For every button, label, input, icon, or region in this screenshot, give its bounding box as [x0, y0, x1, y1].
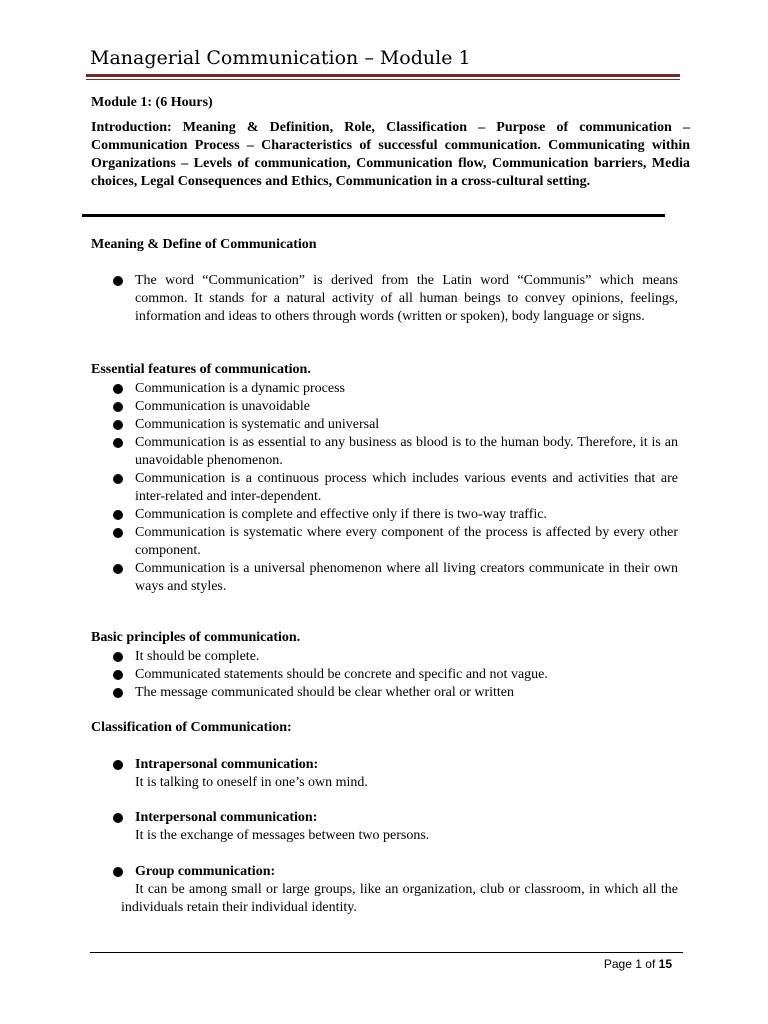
header-rule-thin	[86, 79, 680, 80]
page-word: Page	[603, 957, 632, 971]
list-item: The word “Communication” is derived from the Latin word “Communis” which means common. It stands for a natural activity of all human beings to convey opinions, feelings, information and ideas to others through words (written or spoken), body language or signs.	[112, 272, 678, 326]
list-item: It should be complete.	[112, 648, 678, 666]
classification-item-intrapersonal	[112, 756, 678, 792]
total-pages: 15	[658, 957, 672, 971]
footer-rule	[90, 952, 683, 953]
list-item: Communication is systematic where every component of the process is affected by every other component.	[112, 524, 678, 560]
list-item: Communication is a dynamic process	[112, 380, 678, 398]
list-item	[112, 863, 678, 881]
header-rule-thick	[86, 74, 680, 77]
list-item: The message communicated should be clear whether oral or written	[112, 684, 678, 702]
module-intro: Introduction: Meaning & Definition, Role, Classification – Purpose of communication – Communication Process – Characteristics of successful communication. Communicating within Organizations – Levels of communication, Communication flow, Communication barriers, Media choices, Legal Consequences and Ethics, Communication in a cross-cultural setting.	[91, 120, 690, 189]
document-header-title: Managerial Communication – Module 1	[90, 47, 471, 69]
list-item: Communication is complete and effective only if there is two-way traffic.	[112, 506, 678, 524]
intro-divider	[82, 214, 665, 217]
classification-title: Intrapersonal communication:	[135, 757, 319, 772]
meaning-heading: Meaning & Define of Communication	[91, 237, 317, 252]
principles-list	[112, 648, 678, 702]
classification-desc: It is the exchange of messages between two persons.	[135, 828, 430, 843]
current-page: 1	[635, 957, 642, 971]
list-item: Communicated statements should be concrete and specific and not vague.	[112, 666, 678, 684]
features-list	[112, 380, 678, 596]
list-item: Communication is unavoidable	[112, 398, 678, 416]
of-word: of	[645, 957, 656, 971]
list-item: Communication is systematic and universal	[112, 416, 678, 434]
classification-title: Group communication:	[135, 864, 276, 879]
classification-heading: Classification of Communication:	[91, 720, 292, 735]
list-item: Communication is a universal phenomenon where all living creators communicate in their own ways and styles.	[112, 560, 678, 596]
module-label: Module 1: (6 Hours)	[91, 95, 213, 110]
list-item	[112, 756, 678, 792]
page-number	[604, 957, 672, 971]
classification-desc: It is talking to oneself in one’s own mind.	[135, 775, 368, 790]
principles-heading: Basic principles of communication.	[91, 630, 301, 645]
classification-item-group	[112, 863, 678, 881]
classification-item-interpersonal	[112, 809, 678, 845]
list-item: Communication is a continuous process which includes various events and activities that are inter-related and inter-dependent.	[112, 470, 678, 506]
classification-desc: It can be among small or large groups, like an organization, club or classroom, in which all the individuals retain their individual identity.	[121, 882, 678, 915]
meaning-list	[112, 272, 678, 326]
classification-title: Interpersonal communication:	[135, 810, 318, 825]
features-heading: Essential features of communication.	[91, 362, 311, 377]
list-item	[112, 809, 678, 845]
list-item: Communication is as essential to any business as blood is to the human body. Therefore, it is an unavoidable phenomenon.	[112, 434, 678, 470]
